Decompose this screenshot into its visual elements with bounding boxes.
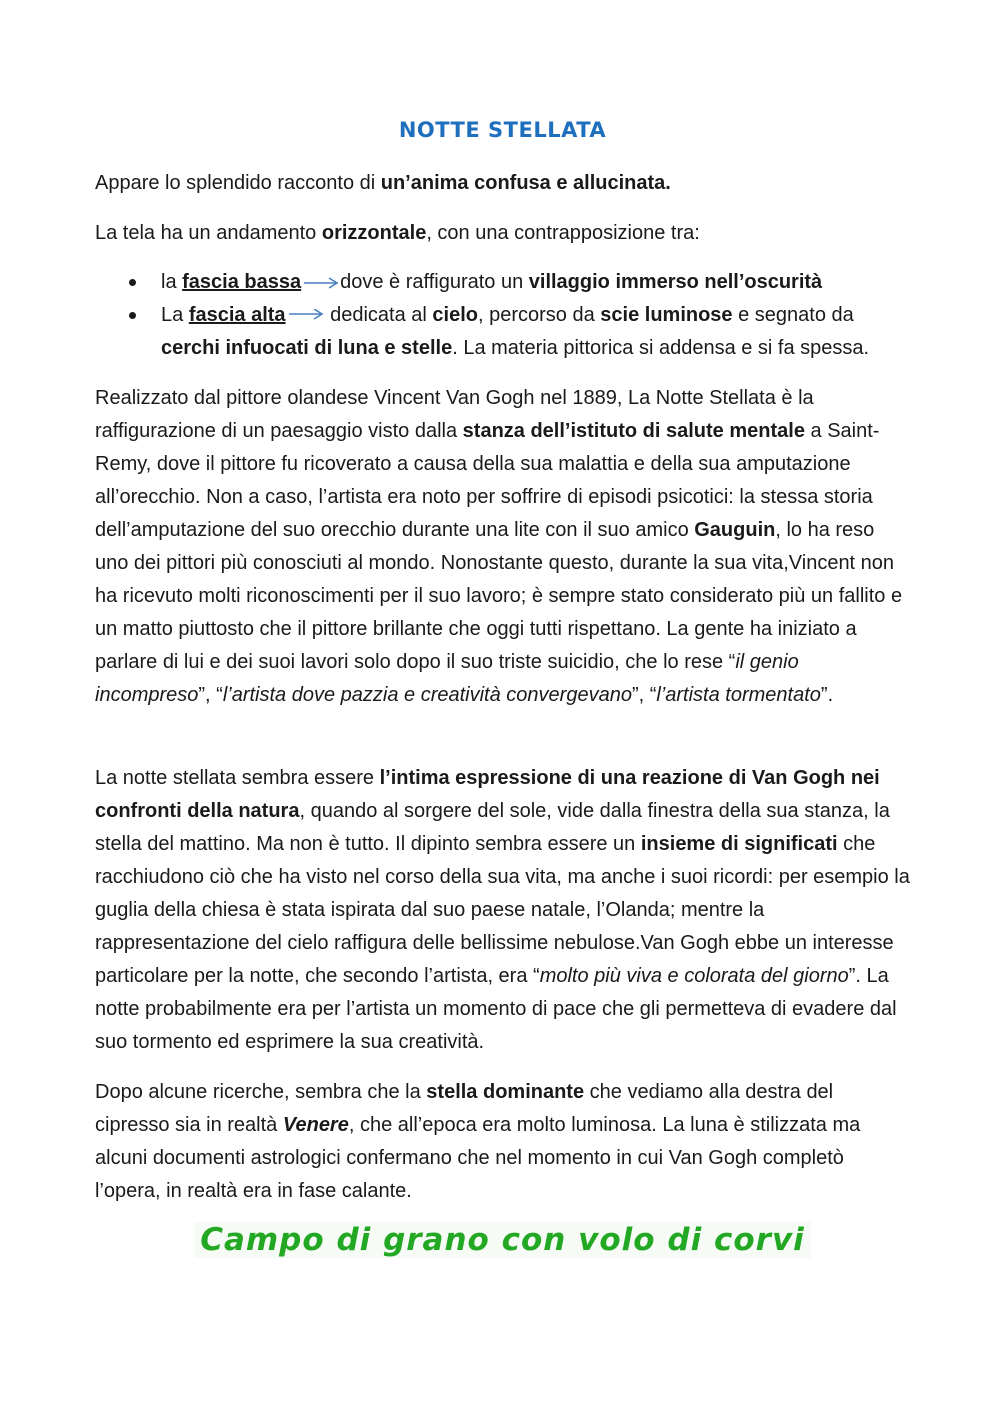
dopo-paragraph — [95, 1076, 910, 1208]
section-heading — [95, 1222, 910, 1258]
italic-run: molto più viva e colorata del giorno — [539, 965, 849, 987]
bold-italic-run: Venere — [282, 1114, 349, 1136]
text-run: dove è raffigurato un — [340, 271, 529, 293]
text-run: , lo ha reso uno dei pittori più conosciuti al mondo. Nonostante questo, durante la sua vita,Vincent non ha ricevuto molti riconoscimenti per il suo lavoro; è sempre stato considerato più un fallito e un matto piuttosto che il pittore brillante che oggi tutti rispettano. La gente ha iniziato a parlare di lui e dei suoi lavori solo dopo il suo triste suicidio, che lo rese “ — [95, 519, 903, 673]
underlined-bold-run: fascia alta — [188, 304, 286, 326]
text-run: Dopo alcune ricerche, sembra che la — [95, 1081, 427, 1103]
italic-run: l’artista tormentato — [656, 684, 821, 706]
intro-paragraph — [95, 167, 910, 200]
tela-paragraph — [95, 217, 910, 250]
text-run: La notte stellata sembra essere — [95, 767, 380, 789]
text-run: La — [161, 304, 189, 326]
text-run: ”. — [820, 684, 834, 706]
bold-run: l’intima espressione di una reazione di Van Gogh nei confronti della natura — [95, 767, 880, 822]
list-item — [95, 266, 910, 299]
text-run: La tela ha un andamento — [95, 222, 322, 244]
bold-run: cerchi infuocati di luna e stelle — [161, 337, 453, 359]
text-run: che racchiudono ciò che ha visto nel corso della sua vita, ma anche i suoi ricordi: per esempio la guglia della chiesa è stata ispirata dal suo paese natale, l’Olanda; mentre la rappresentazione del cielo raffigura delle bellissime nebulose.Van Gogh ebbe un interesse particolare per la notte, che secondo l’artista, era “ — [95, 833, 910, 987]
right-arrow-icon — [288, 309, 324, 323]
text-run: ”. La notte probabilmente era per l’artista un momento di pace che gli permetteva di evadere dal suo tormento ed esprimere la sua creatività. — [95, 965, 897, 1053]
text-run: Appare lo splendido racconto di — [95, 172, 381, 194]
right-arrow-icon — [303, 276, 339, 290]
bold-run: un’anima confusa e allucinata. — [380, 172, 671, 194]
bold-run: stella dominante — [426, 1081, 585, 1103]
text-run: ”, “ — [631, 684, 657, 706]
bullet-list — [95, 266, 910, 365]
bullet-icon — [129, 312, 136, 319]
italic-run: il genio incompreso — [95, 651, 799, 706]
bold-run: insieme di significati — [640, 833, 838, 855]
bold-run: Gauguin — [694, 519, 776, 541]
section-heading-text: Campo di grano con volo di corvi — [194, 1222, 811, 1258]
bold-run: orizzontale — [321, 222, 427, 244]
text-run: Realizzato dal pittore olandese Vincent Van Gogh nel 1889, La Notte Stellata è la raffigurazione di un paesaggio visto dalla — [95, 387, 814, 442]
text-run: che vediamo alla destra del cipresso sia in realtà — [95, 1081, 834, 1136]
text-run: ”, “ — [198, 684, 223, 706]
bullet-icon — [129, 279, 136, 286]
text-run: , che all’epoca era molto luminosa. La luna è stilizzata ma alcuni documenti astrologici confermano che nel momento in cui Van Gogh completò l’opera, in realtà era in fase calante. — [95, 1114, 861, 1202]
text-run: , percorso da — [477, 304, 601, 326]
realizzato-paragraph — [95, 382, 910, 712]
text-run: a Saint-Remy, dove il pittore fu ricoverato a causa della sua malattia e della sua amputazione all’orecchio. Non a caso, l’artista era noto per soffrire di episodi psicotici: la stessa storia dell’amputazione del suo orecchio durante una lite con il suo amico — [95, 420, 880, 541]
text-run: . La materia pittorica si addensa e si fa spessa. — [452, 337, 870, 359]
text-run: dedicata al — [324, 304, 433, 326]
bold-run: stanza dell’istituto di salute mentale — [462, 420, 805, 442]
bold-run: villaggio immerso nell’oscurità — [528, 271, 823, 293]
italic-run: l’artista dove pazzia e creatività convergevano — [222, 684, 632, 706]
underlined-bold-run: fascia bassa — [182, 271, 302, 293]
text-run: , con una contrapposizione tra: — [426, 222, 700, 244]
bold-run: scie luminose — [600, 304, 733, 326]
text-run: , quando al sorgere del sole, vide dalla finestra della sua stanza, la stella del mattino. Ma non è tutto. Il dipinto sembra essere un — [95, 800, 890, 855]
list-item — [95, 299, 910, 365]
page-title: NOTTE STELLATA — [398, 118, 607, 142]
notte-paragraph — [95, 762, 910, 1059]
text-run: e segnato da — [732, 304, 854, 326]
text-run: la — [161, 271, 183, 293]
bold-run: cielo — [432, 304, 478, 326]
